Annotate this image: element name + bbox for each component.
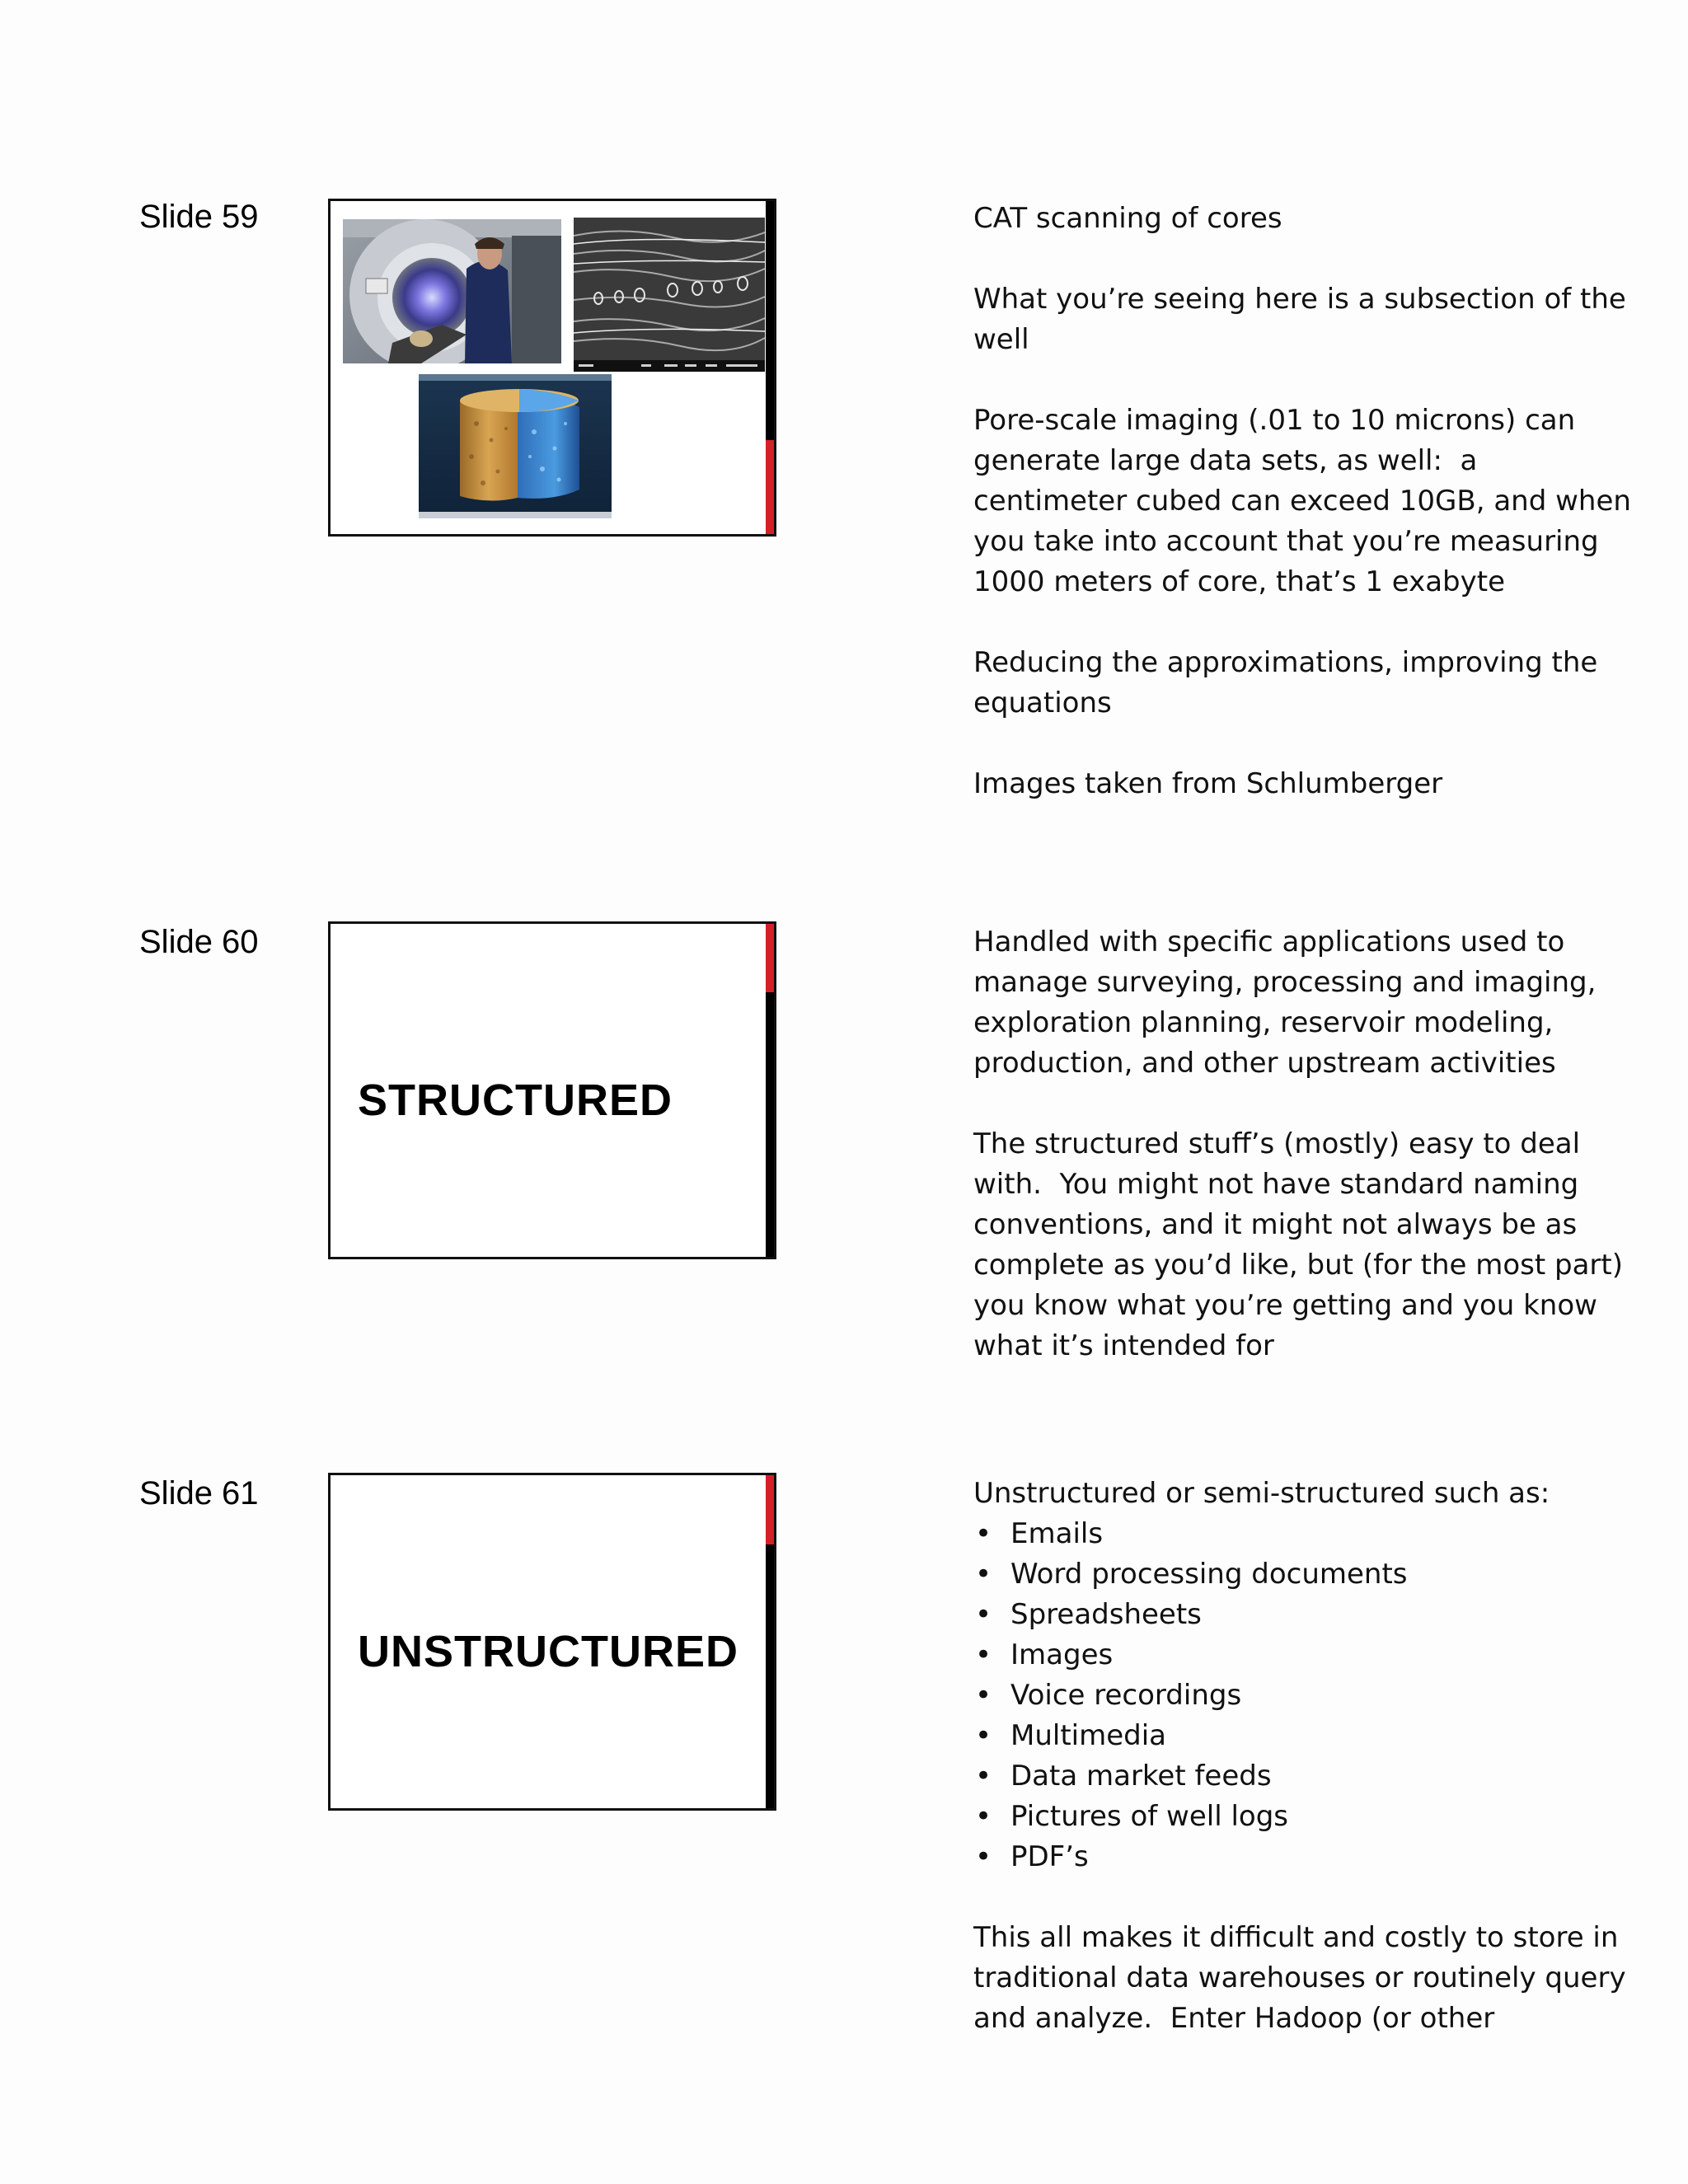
notes-paragraph: What you’re seeing here is a subsection of the well [973,283,1635,356]
notes-paragraph: CAT scanning of cores [973,202,1282,235]
slide-60-thumbnail [328,921,776,1259]
slide-accent-bar [766,924,774,992]
notes-paragraph: Handled with specific applications used to manage surveying, processing and imaging, exploration planning, reservoir modeling, production, and other upstream activities [973,926,1606,1080]
notes-intro: Unstructured or semi-structured such as: [973,1477,1550,1510]
notes-paragraph: Reducing the approximations, improving the equations [973,646,1607,719]
notes-paragraph: This all makes it difficult and costly to store in traditional data warehouses or routinely query and analyze. Enter Hadoop (or other [973,1921,1635,2035]
slide-title: UNSTRUCTURED [358,1627,738,1676]
slide-title: STRUCTURED [358,1076,673,1125]
slide-accent-bar [766,1475,774,1544]
slide-60-label: Slide 60 [139,924,259,960]
slide-61-notes [973,1474,1633,2039]
list-item: • PDF’s [973,1837,1633,1877]
list-item: • Voice recordings [973,1675,1633,1716]
slide-59-notes [973,199,1640,804]
notes-paragraph: Images taken from Schlumberger [973,767,1443,800]
list-item: • Spreadsheets [973,1595,1633,1635]
slide-61-thumbnail [328,1473,776,1811]
sem-micrograph [574,218,765,372]
notes-bullet-list [973,1514,1633,1877]
list-item: • Emails [973,1514,1633,1554]
list-item: • Multimedia [973,1716,1633,1756]
list-item: • Pictures of well logs [973,1797,1633,1837]
list-item: • Data market feeds [973,1756,1633,1797]
core-3d-render [419,374,612,518]
list-item: • Word processing documents [973,1554,1633,1595]
slide-59-label: Slide 59 [139,199,259,235]
slide-60-notes [973,922,1633,1366]
ct-scanner-photo [343,219,561,363]
notes-paragraph: Pore-scale imaging (.01 to 10 microns) can generate large data sets, as well: a centimeter cubed can exceed 10GB, and when you take into account that you’re measuring 1000 meters of core, that’s 1 exabyte [973,404,1640,598]
slide-accent-bar [766,440,774,534]
slide-61-label: Slide 61 [139,1475,259,1511]
list-item: • Images [973,1635,1633,1675]
slide-59-thumbnail [328,199,776,537]
notes-paragraph: The structured stuff’s (mostly) easy to deal with. You might not have standard naming conventions, and it might not always be as complete as you’d like, but (for the most part) you know what you’re getting and you know what it’s intended for [973,1127,1632,1362]
